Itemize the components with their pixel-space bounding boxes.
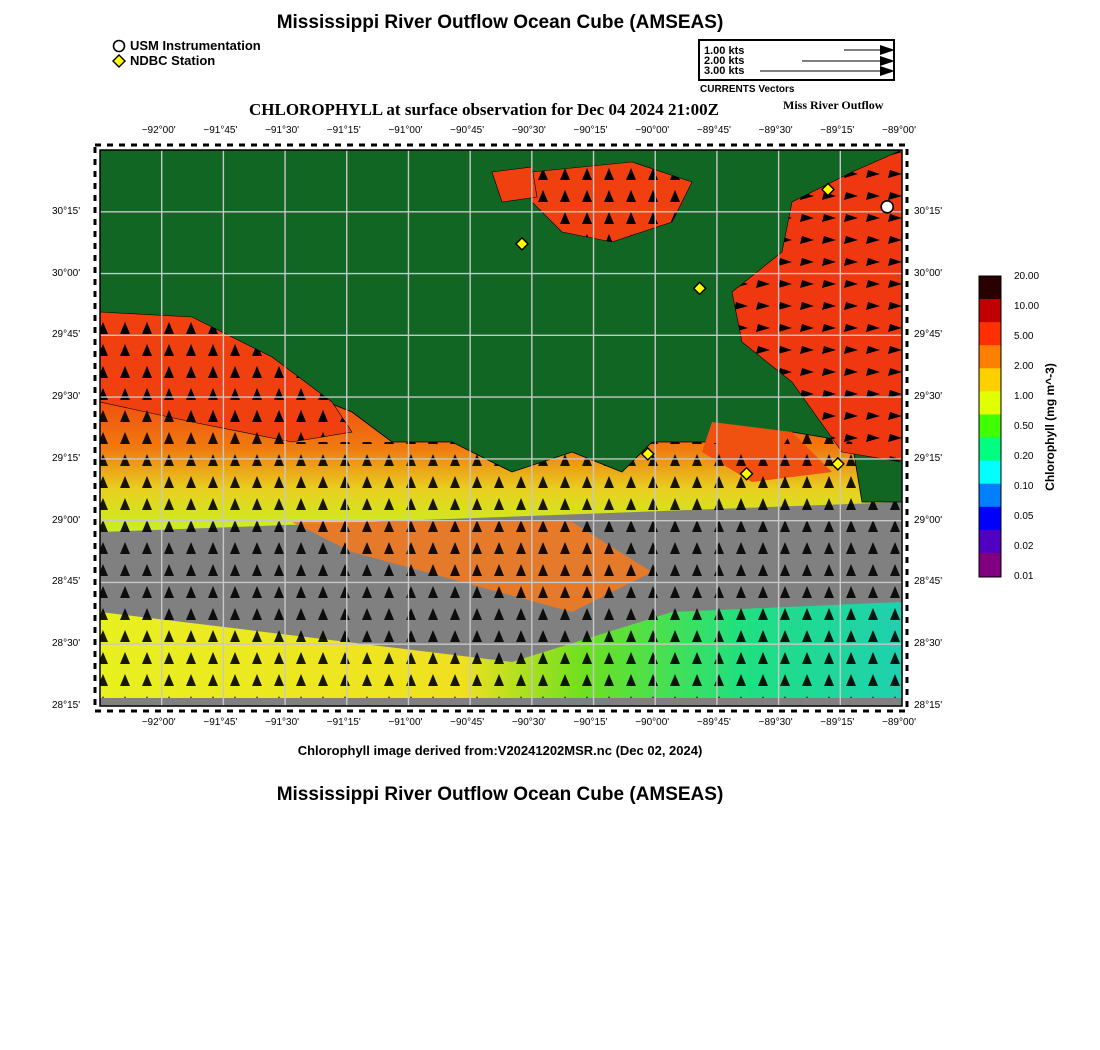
lon-tick-label: −91°00'	[388, 717, 423, 728]
colorbar-tick-label: 0.50	[1014, 421, 1034, 432]
lon-tick-label: −90°00'	[635, 125, 670, 136]
colorbar-segment	[979, 414, 1001, 438]
legend-ndbc-label: NDBC Station	[130, 53, 216, 68]
colorbar-tick-label: 0.10	[1014, 481, 1034, 492]
colorbar-tick-label: 0.05	[1014, 511, 1034, 522]
lon-tick-label: −89°00'	[882, 717, 916, 728]
lat-tick-label: 29°15'	[52, 452, 81, 464]
lat-tick-label: 29°15'	[914, 452, 943, 464]
vector-1kt-label: 1.00 kts	[704, 45, 745, 57]
lat-tick-label: 29°30'	[914, 391, 943, 403]
lon-tick-label: −91°30'	[265, 125, 300, 136]
colorbar-segment	[979, 484, 1001, 508]
lat-tick-label: 29°00'	[914, 514, 943, 526]
legend-ndbc	[112, 53, 215, 68]
lon-tick-label: −91°15'	[326, 717, 361, 728]
region-label: Miss River Outflow	[783, 98, 884, 112]
lon-tick-label: −92°00'	[141, 125, 176, 136]
lon-tick-label: −89°45'	[696, 125, 731, 136]
lon-tick-label: −89°30'	[758, 125, 793, 136]
lat-tick-label: 29°45'	[914, 329, 943, 341]
second-title: Mississippi River Outflow Ocean Cube (AMSEAS)	[276, 784, 724, 805]
colorbar-segment	[979, 299, 1001, 323]
colorbar-tick-label: 0.02	[1014, 541, 1034, 552]
lat-tick-label: 29°45'	[52, 329, 81, 341]
circle-icon	[112, 39, 126, 53]
source-note: Chlorophyll image derived from:V20241202MSR.nc (Dec 02, 2024)	[297, 743, 703, 758]
vector-2kt-label: 2.00 kts	[704, 55, 745, 67]
colorbar-segment	[979, 276, 1001, 300]
lat-tick-label: 30°00'	[52, 267, 81, 279]
lon-tick-label: −90°15'	[573, 717, 608, 728]
colorbar-segment	[979, 368, 1001, 392]
lon-tick-label: −89°30'	[758, 717, 793, 728]
page-title: Mississippi River Outflow Ocean Cube (AMSEAS)	[276, 12, 724, 33]
lat-tick-label: 28°30'	[914, 638, 943, 650]
diamond-icon	[112, 54, 126, 68]
lon-tick-label: −89°15'	[820, 717, 855, 728]
lon-tick-label: −91°30'	[265, 717, 300, 728]
vector-legend	[698, 39, 895, 81]
lat-tick-label: 28°45'	[914, 576, 943, 588]
chlorophyll-map	[92, 142, 910, 714]
colorbar-segment	[979, 345, 1001, 369]
map-title: CHLOROPHYLL at surface observation for Dec 04 2024 21:00Z	[249, 100, 719, 119]
colorbar-segment	[979, 322, 1001, 346]
lat-tick-label: 28°45'	[52, 576, 81, 588]
colorbar	[978, 275, 1004, 579]
lon-tick-label: −91°45'	[203, 125, 238, 136]
colorbar-segment	[979, 553, 1001, 577]
colorbar-tick-label: 0.20	[1014, 451, 1034, 462]
lon-tick-label: −89°15'	[820, 125, 855, 136]
lon-tick-label: −90°45'	[450, 125, 485, 136]
colorbar-tick-label: 1.00	[1014, 391, 1034, 402]
colorbar-segment	[979, 461, 1001, 485]
lon-tick-label: −90°00'	[635, 717, 670, 728]
lat-tick-label: 28°30'	[52, 638, 81, 650]
vector-arrows	[700, 41, 893, 79]
lon-tick-label: −91°15'	[326, 125, 361, 136]
lon-tick-label: −90°45'	[450, 717, 485, 728]
colorbar-segment	[979, 391, 1001, 415]
lon-tick-label: −90°15'	[573, 125, 608, 136]
lat-tick-label: 29°00'	[52, 514, 81, 526]
lat-tick-label: 30°00'	[914, 267, 943, 279]
colorbar-segment	[979, 530, 1001, 554]
lon-tick-label: −89°00'	[882, 125, 916, 136]
colorbar-segment	[979, 507, 1001, 531]
vector-caption: CURRENTS Vectors	[700, 84, 795, 95]
lat-tick-label: 30°15'	[52, 205, 81, 217]
lon-tick-label: −91°00'	[388, 125, 423, 136]
colorbar-segment	[979, 438, 1001, 462]
lat-tick-label: 29°30'	[52, 391, 81, 403]
vector-3kt-label: 3.00 kts	[704, 65, 745, 77]
lon-tick-label: −89°45'	[696, 717, 731, 728]
colorbar-tick-label: 10.00	[1014, 301, 1040, 312]
colorbar-tick-label: 5.00	[1014, 331, 1034, 342]
lon-tick-label: −90°30'	[511, 717, 546, 728]
colorbar-tick-label: 2.00	[1014, 361, 1034, 372]
legend-usm	[112, 38, 261, 53]
colorbar-tick-label: 0.01	[1014, 571, 1034, 582]
lon-tick-label: −92°00'	[141, 717, 176, 728]
legend-usm-label: USM Instrumentation	[130, 38, 261, 53]
colorbar-label: Chlorophyll (mg m^-3)	[1043, 363, 1057, 491]
usm-station-marker	[881, 201, 893, 213]
colorbar-tick-label: 20.00	[1014, 271, 1040, 282]
lat-tick-label: 28°15'	[52, 700, 81, 711]
lat-tick-label: 30°15'	[914, 205, 943, 217]
lat-tick-label: 28°15'	[914, 700, 943, 711]
lon-tick-label: −91°45'	[203, 717, 238, 728]
lon-tick-label: −90°30'	[511, 125, 546, 136]
